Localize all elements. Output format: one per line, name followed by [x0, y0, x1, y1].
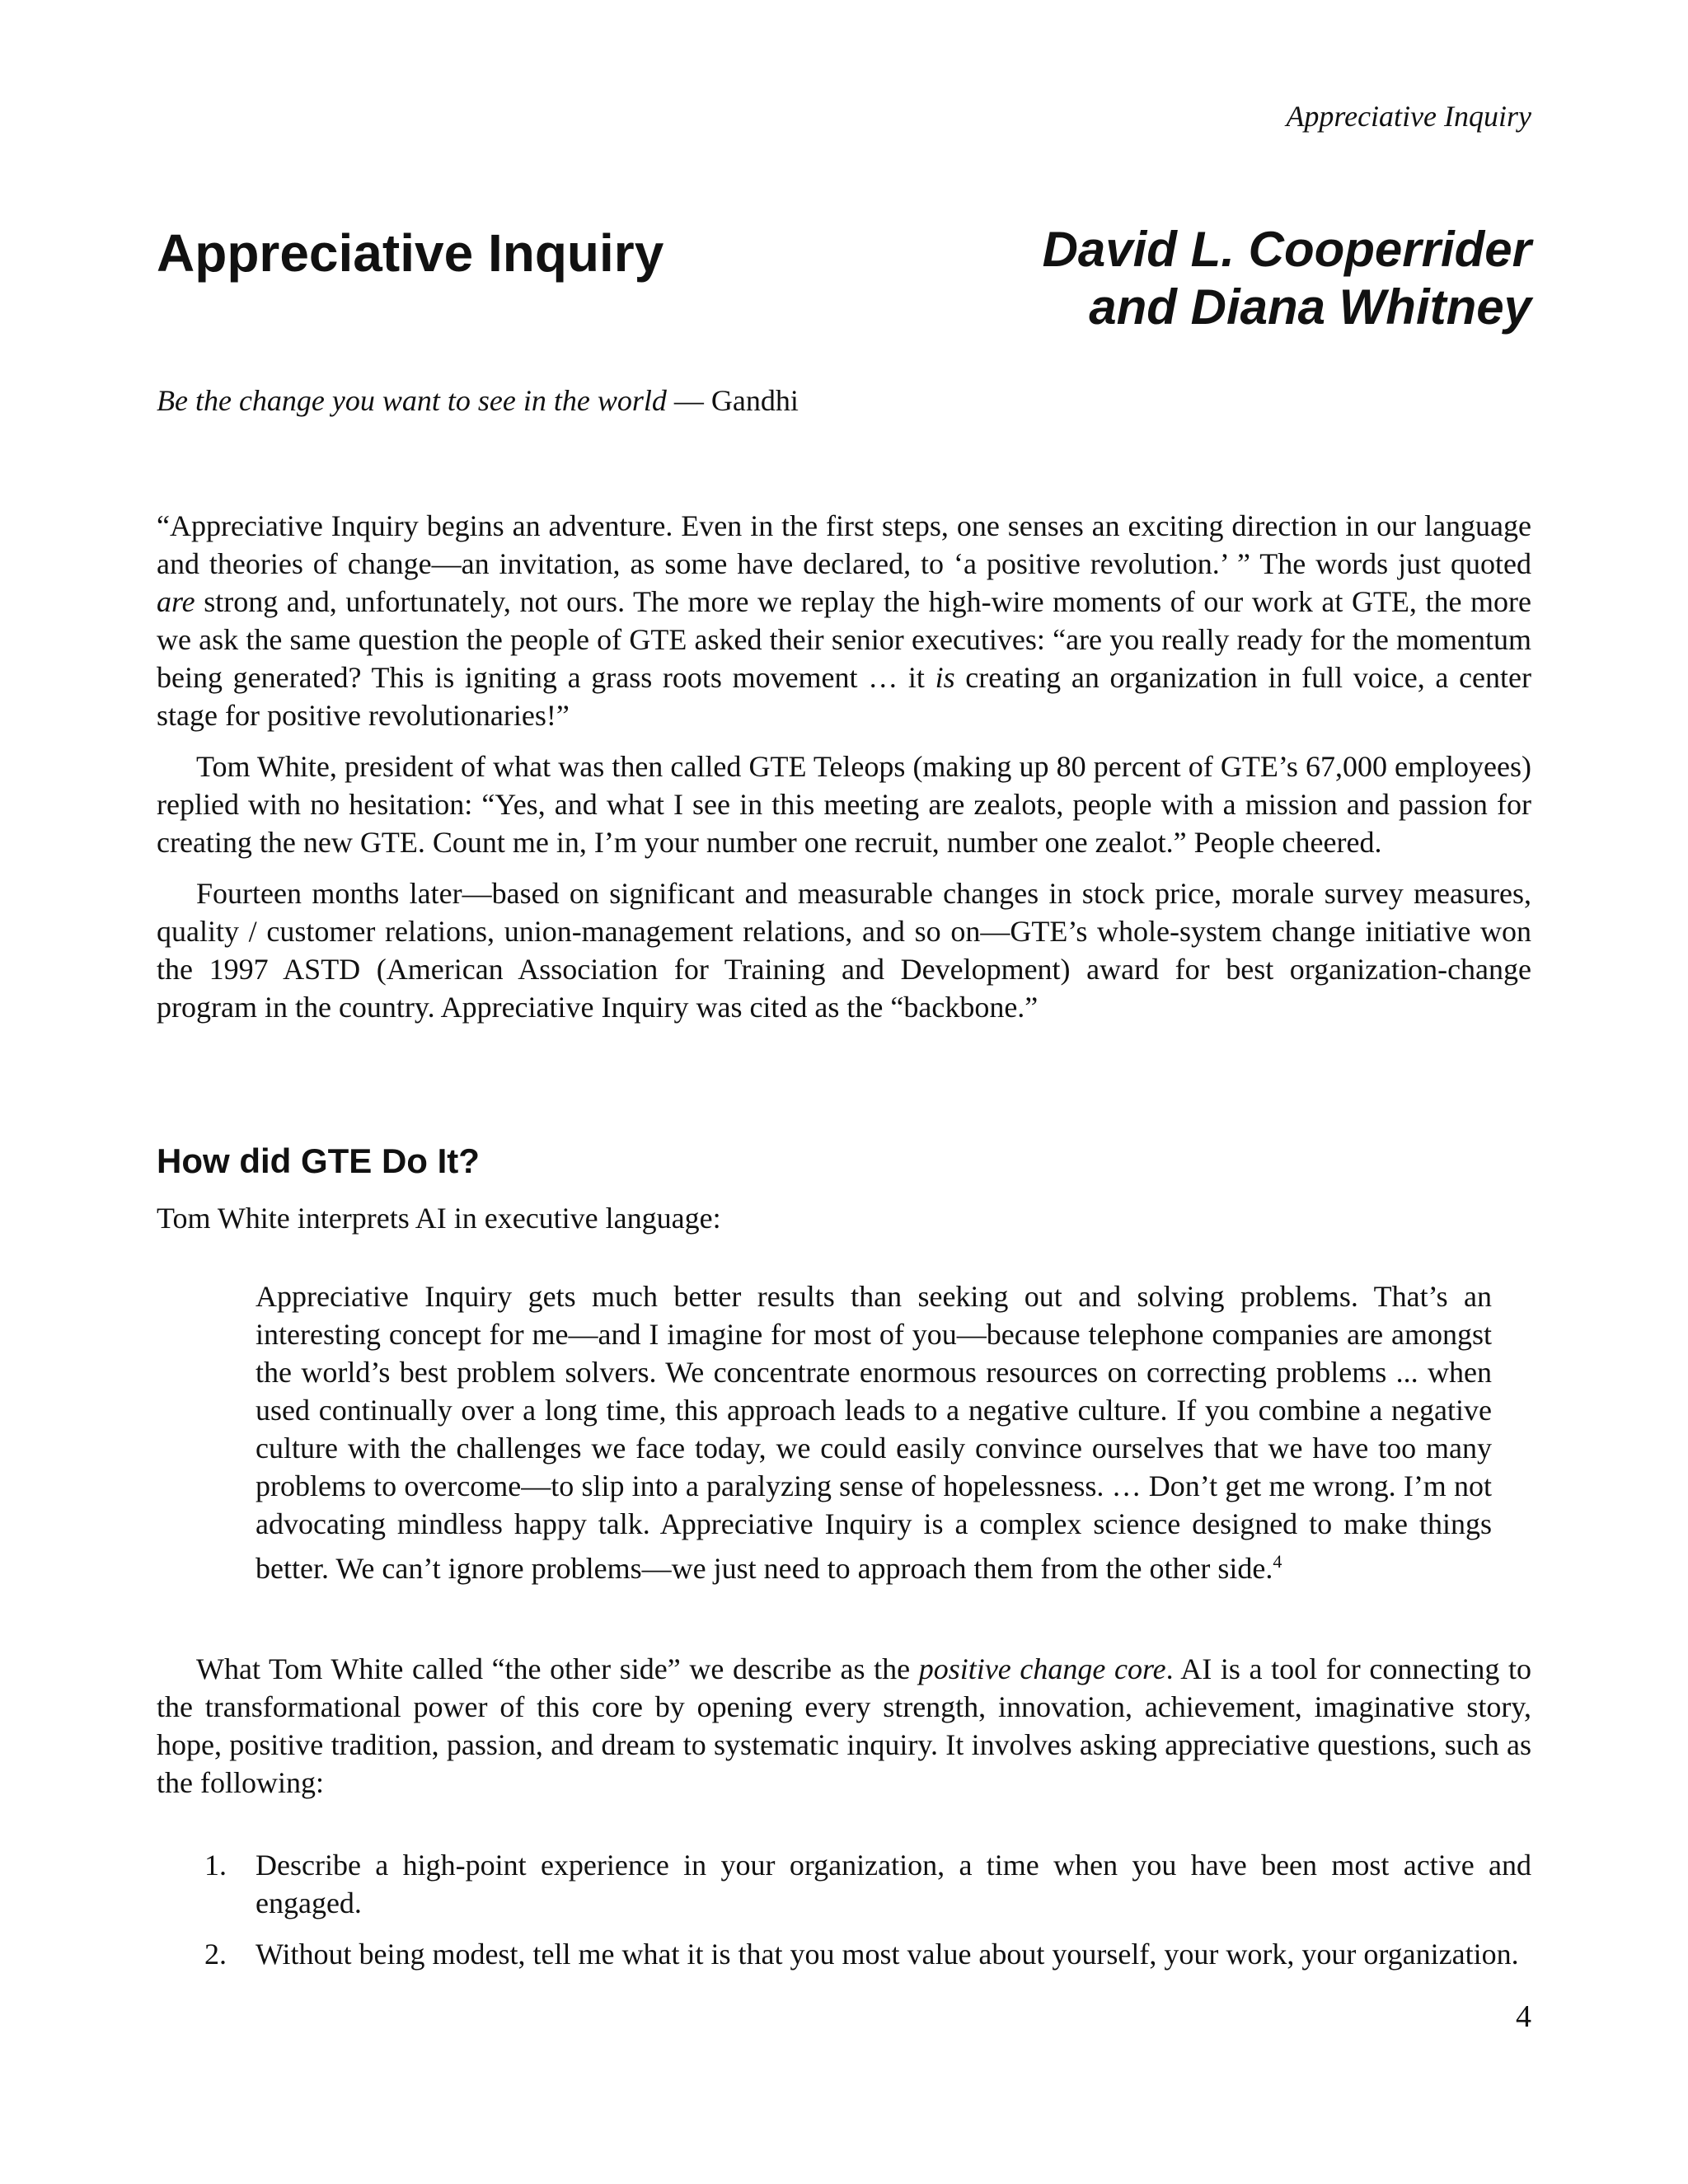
section-heading: How did GTE Do It? [157, 1141, 480, 1180]
list-item-number: 2. [204, 1938, 227, 1971]
list-item [157, 1935, 1531, 1973]
author-line-2: and Diana Whitney [1089, 279, 1531, 335]
page-number: 4 [1516, 1999, 1531, 2034]
author-line-1: David L. Cooperrider [1042, 222, 1531, 277]
intro-paragraph-2: Tom White, president of what was then called GTE Teleops (making up 80 percent of GTE’s 67,000 employees) replied with no hesitation: “Yes, and what I see in this meeting are zealots, people with a mission and passion for creating the new GTE. Count me in, I’m your number one recruit, number one zealot.” People cheered. [157, 750, 1531, 859]
block-quote-text: Appreciative Inquiry gets much better results than seeking out and solving problems. That’s an interesting concept for me—and I imagine for most of you—because telephone companies are amongst the world’s best problem solvers. We concentrate enormous resources on correcting problems ... when used continually over a long time, this approach leads to a negative culture. If you combine a negative culture with the challenges we face today, we could easily convince ourselves that we have too many problems to overcome—to slip into a paralyzing sense of hopelessness. … Don’t get me wrong. I’m not advocating mindless happy talk. Appreciative Inquiry is a complex science designed to make things better. We can’t ignore problems—we just need to approach them from the other side. [256, 1280, 1492, 1585]
intro-p1-emphasis-is: is [935, 661, 955, 694]
after-emphasis: positive change core [918, 1652, 1166, 1685]
epigraph-attribution: — Gandhi [666, 384, 799, 417]
intro-paragraph-1 [157, 507, 1531, 734]
intro-p1-emphasis-are: are [157, 585, 195, 618]
after-quote-section [157, 1650, 1531, 1815]
block-quote [256, 1277, 1492, 1587]
section-lead-in: Tom White interprets AI in executive language: [157, 1202, 721, 1235]
after-quote-paragraph [157, 1650, 1531, 1802]
after-text-a: What Tom White called “the other side” we describe as the [196, 1652, 919, 1685]
list-item [157, 1846, 1531, 1922]
intro-p1-text-a: “Appreciative Inquiry begins an adventure. Even in the first steps, one senses an exciting direction in our language and theories of change—an invitation, as some have declared, to ‘a positive revolution.’ ” The words just quoted [157, 509, 1531, 580]
intro-paragraph-3: Fourteen months later—based on significant and measurable changes in stock price, morale survey measures, quality / customer relations, union-management relations, and so on—GTE’s whole-system change initiative won the 1997 ASTD (American Association for Training and Development) award for best organization-change program in the country. Appreciative Inquiry was cited as the “backbone.” [157, 877, 1531, 1024]
list-item-text: Without being modest, tell me what it is that you most value about yourself, your work, your organization. [256, 1938, 1519, 1971]
intro-section [157, 507, 1531, 1039]
intro-p1-text-c: creating an organization in full voice, a center stage for positive revolutionaries!” [157, 661, 1531, 732]
list-item-number: 1. [204, 1849, 227, 1882]
epigraph [157, 383, 799, 418]
list-item-text: Describe a high-point experience in your organization, a time when you have been most active and engaged. [256, 1849, 1531, 1919]
footnote-reference[interactable]: 4 [1273, 1551, 1282, 1572]
page-title: Appreciative Inquiry [157, 223, 664, 283]
intro-p1-text-b: strong and, unfortunately, not ours. The more we replay the high-wire moments of our work at GTE, the more we ask the same question the people of GTE asked their senior executives: “are you really ready for the momentum being generated? This is igniting a grass roots movement … it [157, 585, 1531, 694]
question-list [157, 1846, 1531, 1986]
running-header: Appreciative Inquiry [1286, 100, 1531, 133]
after-text-b: . AI is a tool for connecting to the transformational power of this core by opening every strength, innovation, achievement, imaginative story, hope, positive tradition, passion, and dream to systematic inquiry. It involves asking appreciative questions, such as the following: [157, 1652, 1531, 1799]
authors [1043, 221, 1531, 336]
epigraph-quote: Be the change you want to see in the world [157, 384, 667, 417]
